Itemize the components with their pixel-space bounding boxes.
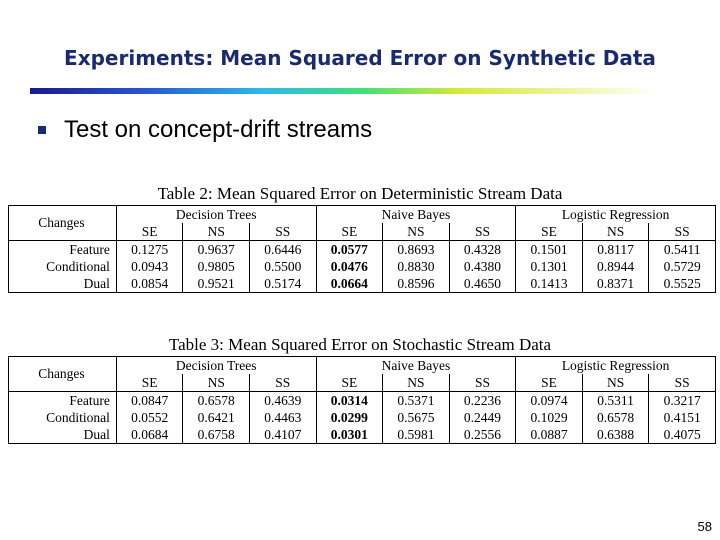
table-cell: 0.0577: [316, 241, 383, 259]
table-cell: 0.5371: [383, 392, 450, 410]
table-cell: 0.9637: [183, 241, 250, 259]
table-cell: 0.4639: [250, 392, 317, 410]
row-label: Dual: [83, 275, 110, 291]
changes-header: Changes: [9, 206, 117, 241]
table-cell: 0.1413: [516, 275, 583, 293]
table-cell: 0.5411: [649, 241, 716, 259]
table-cell: 0.9805: [183, 258, 250, 275]
table-row: [9, 392, 716, 410]
table-cell: 0.0943: [116, 258, 183, 275]
table-row: [9, 275, 716, 293]
table-cell: 0.6578: [582, 409, 649, 426]
table-cell: 0.8830: [383, 258, 450, 275]
changes-header: Changes: [9, 357, 117, 392]
subheader: SS: [250, 223, 317, 241]
row-label: Feature: [69, 241, 110, 257]
table-cell: 0.2236: [449, 392, 516, 410]
table-cell: 0.1275: [116, 241, 183, 259]
page-number: 58: [697, 519, 712, 534]
subheader: SE: [516, 374, 583, 392]
table-cell: 0.0314: [316, 392, 383, 410]
table-cell: 0.8117: [582, 241, 649, 259]
table-cell: 0.0552: [116, 409, 183, 426]
subheader: NS: [582, 223, 649, 241]
subheader: NS: [582, 374, 649, 392]
table-cell: 0.0847: [116, 392, 183, 410]
table-row: [9, 426, 716, 444]
table-cell: 0.4650: [449, 275, 516, 293]
subheader: SS: [250, 374, 317, 392]
subheader: NS: [383, 223, 450, 241]
table-cell: 0.1029: [516, 409, 583, 426]
subheader: NS: [183, 223, 250, 241]
table-header-row: [9, 206, 716, 224]
group-header: Decision Trees: [116, 357, 316, 375]
subheader: SE: [116, 223, 183, 241]
group-header: Naive Bayes: [316, 357, 516, 375]
table-cell: 0.8596: [383, 275, 450, 293]
table-cell: 0.4463: [250, 409, 317, 426]
group-header: Logistic Regression: [516, 357, 716, 375]
table-cell: 0.1301: [516, 258, 583, 275]
table-cell: 0.8371: [582, 275, 649, 293]
title-divider: [30, 88, 692, 94]
group-header: Decision Trees: [116, 206, 316, 224]
table-cell: 0.9521: [183, 275, 250, 293]
group-header: Naive Bayes: [316, 206, 516, 224]
subheader: NS: [183, 374, 250, 392]
table-cell: 0.5525: [649, 275, 716, 293]
table-cell: 0.6578: [183, 392, 250, 410]
subheader: SS: [449, 374, 516, 392]
table-cell: 0.1501: [516, 241, 583, 259]
table-2: [8, 205, 716, 293]
subheader: NS: [383, 374, 450, 392]
row-label: Feature: [69, 392, 110, 408]
row-label: Conditional: [46, 409, 110, 425]
table-cell: 0.0974: [516, 392, 583, 410]
table-cell: 0.5981: [383, 426, 450, 444]
table-cell: 0.4107: [250, 426, 317, 444]
table-cell: 0.8944: [582, 258, 649, 275]
table-cell: 0.0301: [316, 426, 383, 444]
subheader: SS: [449, 223, 516, 241]
table-cell: 0.6388: [582, 426, 649, 444]
table-cell: 0.5675: [383, 409, 450, 426]
table-2-caption: Table 2: Mean Squared Error on Deterministic Stream Data: [157, 184, 563, 203]
table-cell: 0.0476: [316, 258, 383, 275]
table-cell: 0.5311: [582, 392, 649, 410]
table-cell: 0.6758: [183, 426, 250, 444]
table-cell: 0.2556: [449, 426, 516, 444]
table-cell: 0.5729: [649, 258, 716, 275]
table-cell: 0.0854: [116, 275, 183, 293]
slide-title: Experiments: Mean Squared Error on Synthetic Data: [64, 46, 656, 70]
bullet-marker-icon: [38, 126, 46, 134]
table-header-row: [9, 357, 716, 375]
table-3: [8, 356, 716, 444]
table-row: [9, 258, 716, 275]
table-row: [9, 241, 716, 259]
table-cell: 0.0299: [316, 409, 383, 426]
group-header: Logistic Regression: [516, 206, 716, 224]
row-label: Conditional: [46, 258, 110, 274]
subheader: SE: [316, 223, 383, 241]
table-cell: 0.6446: [250, 241, 317, 259]
table-row: [9, 409, 716, 426]
table-cell: 0.5500: [250, 258, 317, 275]
table-cell: 0.2449: [449, 409, 516, 426]
table-cell: 0.4151: [649, 409, 716, 426]
table-cell: 0.4380: [449, 258, 516, 275]
table-cell: 0.0664: [316, 275, 383, 293]
subheader: SE: [516, 223, 583, 241]
bullet-text: Test on concept-drift streams: [64, 116, 373, 143]
table-cell: 0.4328: [449, 241, 516, 259]
table-cell: 0.0887: [516, 426, 583, 444]
table-cell: 0.5174: [250, 275, 317, 293]
table-cell: 0.4075: [649, 426, 716, 444]
subheader: SE: [116, 374, 183, 392]
table-3-caption: Table 3: Mean Squared Error on Stochastic Stream Data: [168, 335, 552, 354]
subheader: SS: [649, 223, 716, 241]
subheader: SS: [649, 374, 716, 392]
table-cell: 0.8693: [383, 241, 450, 259]
table-cell: 0.0684: [116, 426, 183, 444]
table-cell: 0.3217: [649, 392, 716, 410]
table-cell: 0.6421: [183, 409, 250, 426]
row-label: Dual: [83, 426, 110, 442]
subheader: SE: [316, 374, 383, 392]
